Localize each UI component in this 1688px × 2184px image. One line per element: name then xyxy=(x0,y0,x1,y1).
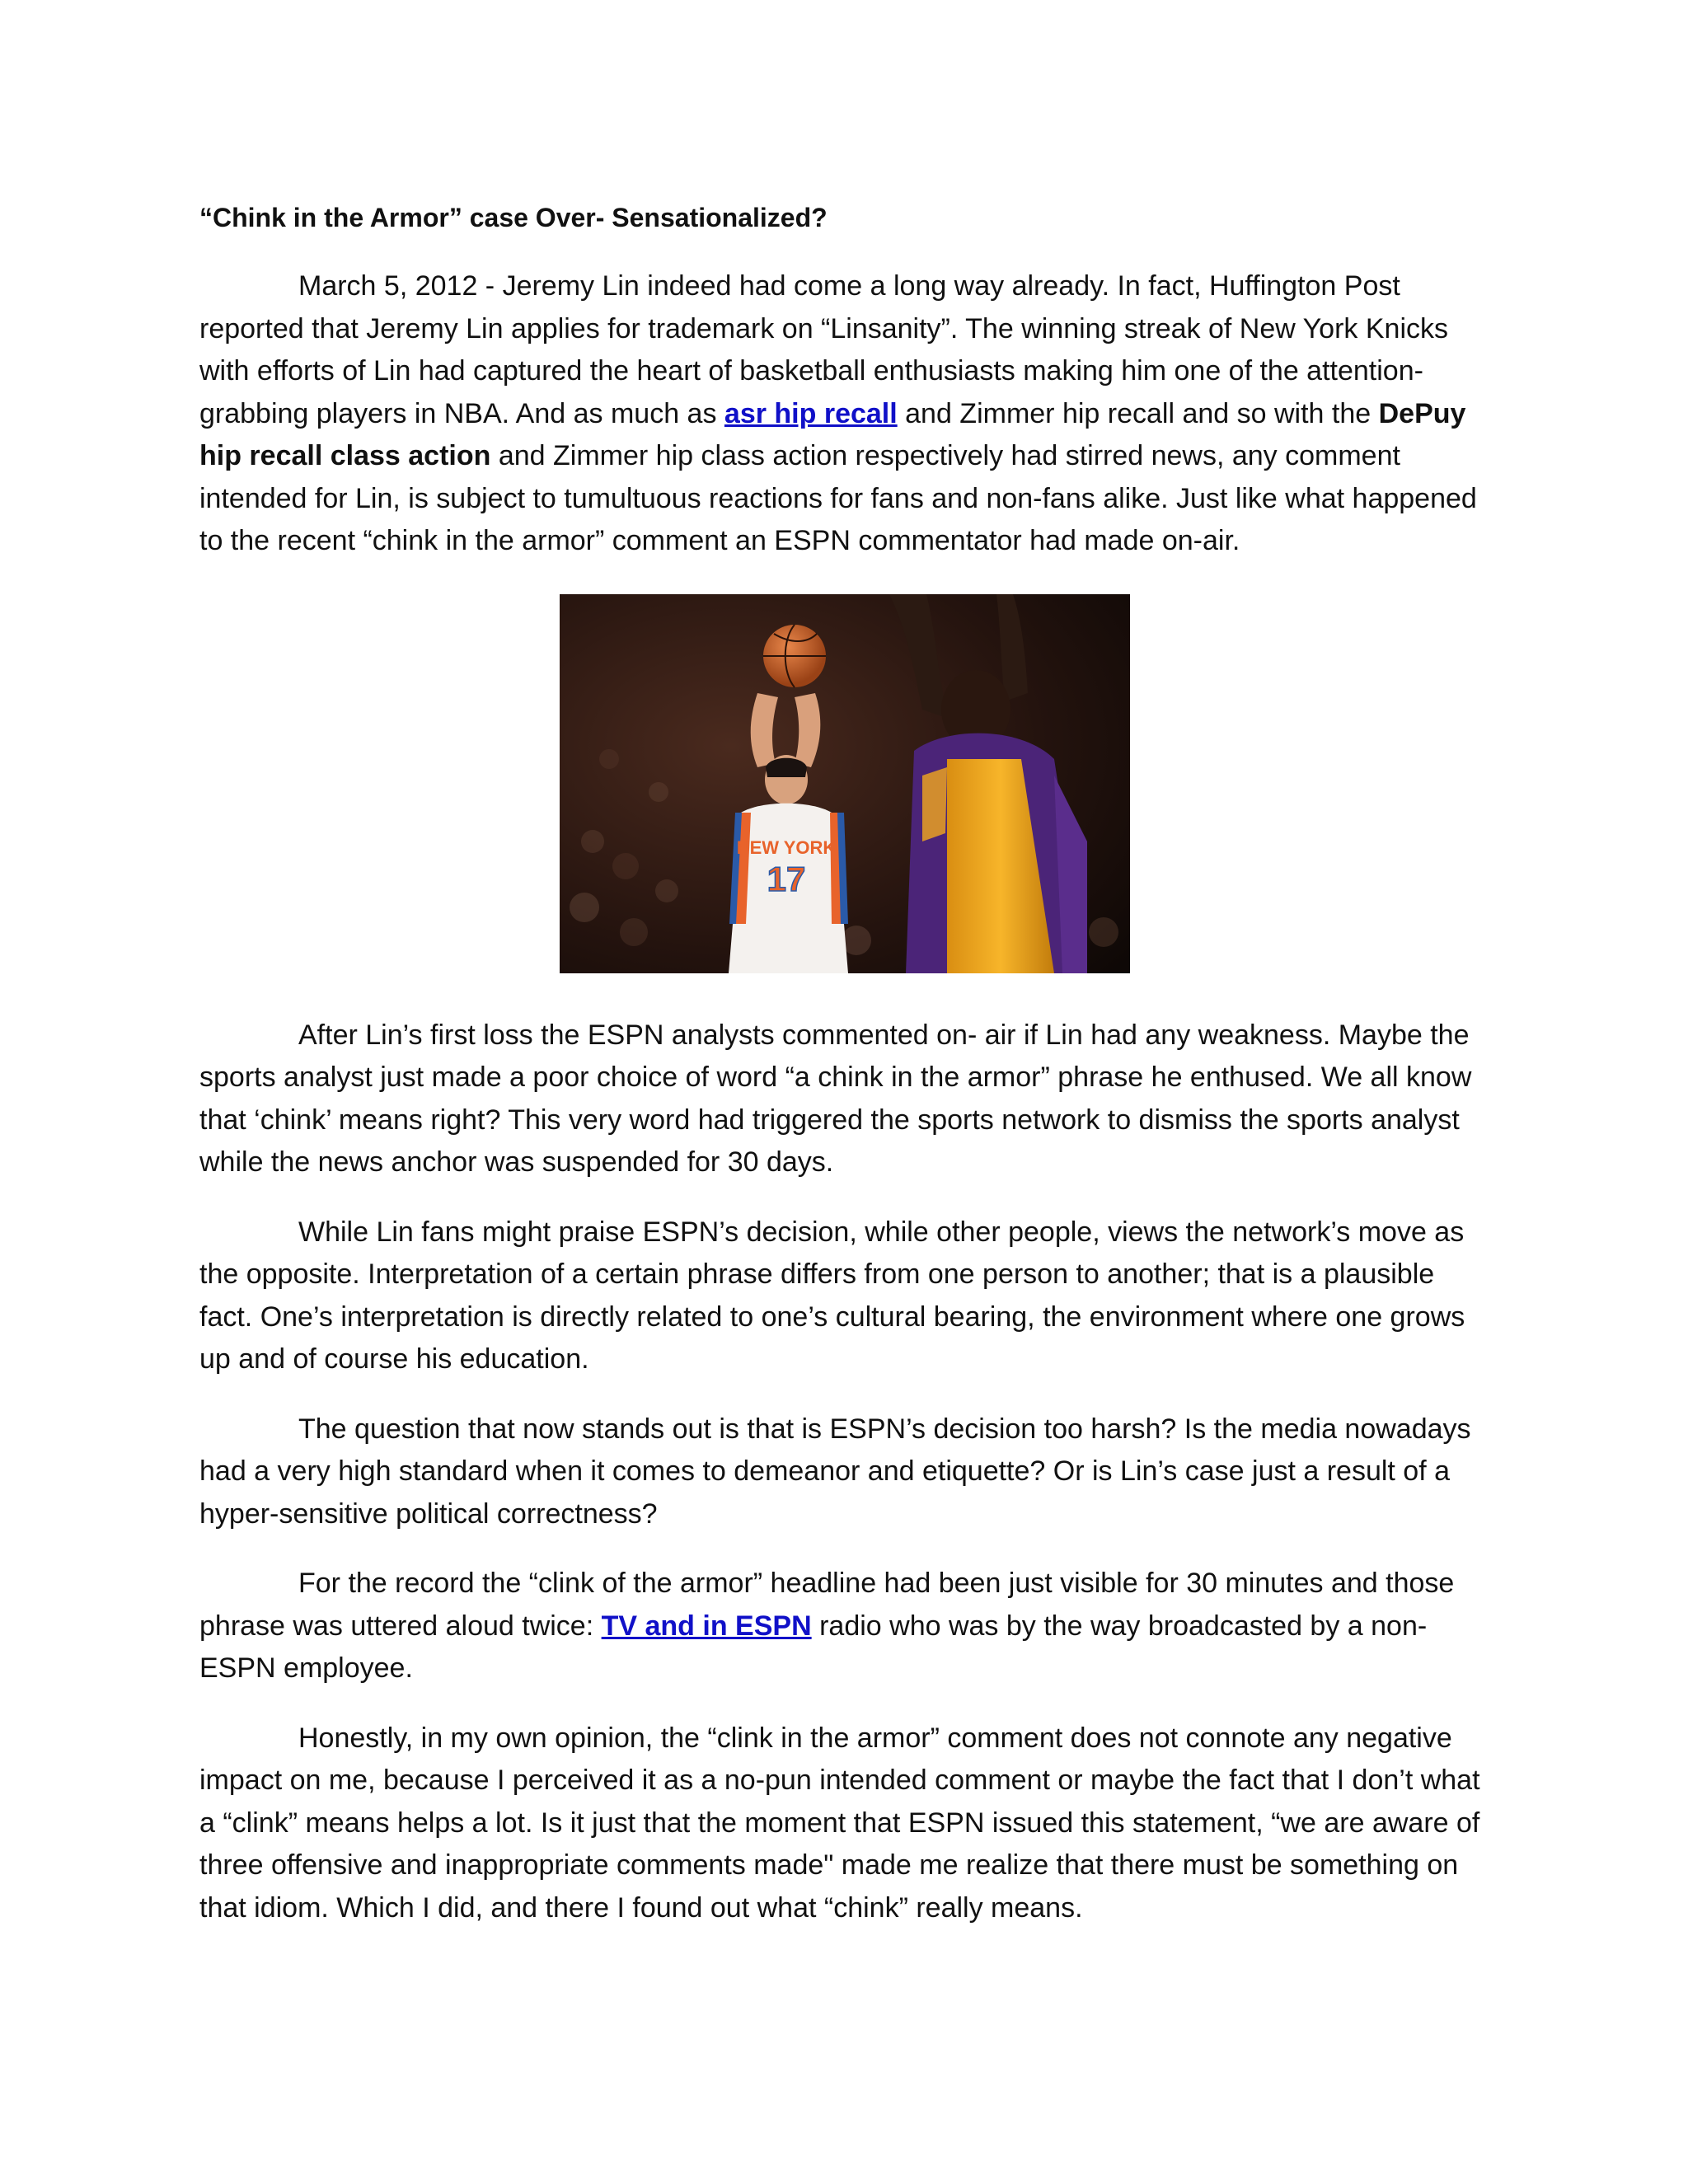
paragraph-3-text: While Lin fans might praise ESPN’s decision, while other people, views the network’s move as the opposite. Interpretation of a certain phrase differs from one person to another; that is a plausible fact. One’s interpretation is directly related to one’s cultural bearing, the environment where one grows up and of course his education. xyxy=(199,1216,1465,1375)
asr-hip-recall-link[interactable]: asr hip recall xyxy=(724,397,898,429)
paragraph-5-text-2: radio who was by the way broadcasted by a non-ESPN employee. xyxy=(199,1610,1428,1684)
paragraph-5-text-1: For the record the “clink of the armor” headline had been just visible for 30 minutes and those phrase was uttered aloud twice: xyxy=(199,1568,1455,1642)
paragraph-6 xyxy=(199,1718,1490,1930)
photo-container xyxy=(199,594,1490,973)
article-body xyxy=(199,196,1490,1957)
paragraph-4-text: The question that now stands out is that is ESPN’s decision too harsh? Is the media nowadays had a very high standard when it comes to demeanor and etiquette? Or is Lin’s case just a result of a hyper-sensitive political correctness? xyxy=(199,1413,1471,1530)
jersey-number: 17 xyxy=(767,859,806,898)
depuy-class-action-text: DePuy hip recall class action xyxy=(199,397,1466,471)
paragraph-6-text: Honestly, in my own opinion, the “clink in the armor” comment does not connote any negative impact on me, because I perceived it as a no-pun intended comment or maybe the fact that I don’t what a “clink” means helps a lot. Is it just that the moment that ESPN issued this statement, “we are aware of three offensive and inappropriate comments made" made me realize that there must be something on that idiom. Which I did, and there I found out what “chink” really means. xyxy=(199,1722,1480,1924)
title-text: Chink in the Armor” case Over- Sensationalized? xyxy=(213,203,828,232)
paragraph-intro xyxy=(199,265,1490,563)
paragraph-3 xyxy=(199,1212,1490,1381)
paragraph-2-text: After Lin’s first loss the ESPN analysts commented on- air if Lin had any weakness. Maybe the sports analyst just made a poor choice of word “a chink in the armor” phrase he enthused. We all know that ‘chink’ means right? This very word had triggered the sports network to dismiss the sports analyst while the news anchor was suspended for 30 days. xyxy=(199,1019,1472,1178)
article-title xyxy=(199,196,1490,239)
paragraph-intro-text-1: March 5, 2012 - Jeremy Lin indeed had come a long way already. In fact, Huffington Post reported that Jeremy Lin applies for trademark on “Linsanity”. The winning streak of New York Knicks with efforts of Lin had captured the heart of basketball enthusiasts making him one of the attention-grabbing players in NBA. And as much as xyxy=(199,270,1448,429)
paragraph-intro-text-2: and Zimmer hip recall and so with the xyxy=(897,397,1379,429)
tv-and-espn-link[interactable]: TV and in ESPN xyxy=(601,1610,812,1642)
paragraph-2 xyxy=(199,1015,1490,1184)
paragraph-5 xyxy=(199,1563,1490,1690)
paragraph-intro-text-3: and Zimmer hip class action respectively had stirred news, any comment intended for Lin, is subject to tumultuous reactions for fans and non-fans alike. Just like what happened to the recent “chink in the armor” comment an ESPN commentator had made on-air. xyxy=(199,440,1477,556)
basketball-photo xyxy=(560,594,1130,973)
paragraph-4 xyxy=(199,1408,1490,1536)
title-open-quote: “ xyxy=(199,203,213,232)
basketball xyxy=(763,625,826,687)
jersey-lettering: NEW YORK xyxy=(736,837,837,858)
